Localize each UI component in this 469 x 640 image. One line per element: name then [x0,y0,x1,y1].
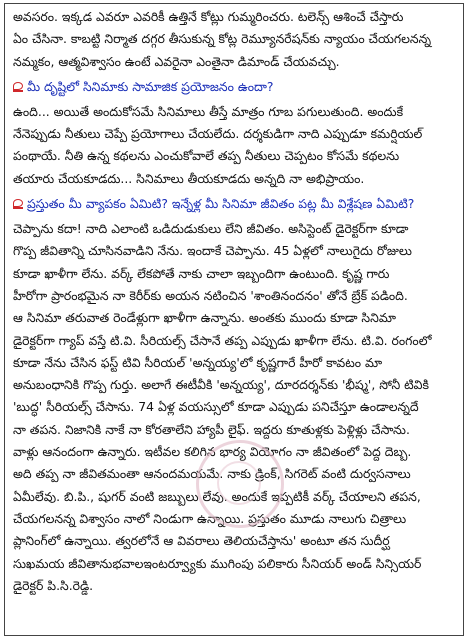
text-line: వాళ్లు ఆనందంగా ఉన్నారు. ఇటీవల కలిగిన భార్య వియోగం నా జీవితంలో పెద్ద దెబ్బ. [13,444,412,460]
text-line: అవసరం. ఇక్కడ ఎవరూ ఎవరికీ ఉత్తినే కోట్లు గుమ్మరించరు. టలెన్స్ ఆశించే చేస్తారు [13,9,404,24]
text-line: చెప్పాను కదా! నాది ఎలాంటి ఒడిదుడుకులు లేని జీవితం. అసిస్టెంట్ డైరెక్టర్‌గా కూడా [13,221,409,237]
text-line: ఆ సినిమా తరువాత రెండేళ్లుగా ఖాళీగా ఉన్నాను. అంతకు ముందు కూడా సినిమా [13,310,396,326]
text-line: నేనెప్పుడు నీతులు చెప్పే ప్రయోగాలు చేయలేదు. దర్శకుడిగా నాది ఎప్పుడూ కమర్షియల్ [13,126,423,142]
text-line: డైరెక్టర్ పి.సి.రెడ్డి. [13,577,94,593]
text-line: తయారు చేయకూడదు... సినిమాలు తీయకూడదు అన్నది నా అభిప్రాయం. [13,170,365,186]
question-marker-icon [13,82,23,92]
question-marker-icon [13,199,23,209]
text-line: ఏం చేసినా. కాబట్టి నిర్మాత దగ్గర తీసుకున్న కోట్ల రెమ్యూనరేషన్‌కు న్యాయం చేయగలనన్న [13,31,431,47]
text-line: డైరెక్టర్‌గా గ్యాప్ వస్తే టి.వి. సీరియల్స్ చేసానే తప్ప ఎప్పుడు ఖాళీగా లేను. టి.వి. రంగంలో [13,332,432,348]
question-text: ప్రస్తుతం మీ వ్యాపకం ఏమిటి? ఇన్నేళ్ల మీ సినిమా జీవితం పట్ల మీ విశ్లేషణ ఏమిటి? [27,196,415,212]
watermark-logo [196,440,284,528]
text-line: పంథాయే. నీతి ఉన్న కథలను ఎంచుకోవాలే తప్ప నీతులు చెప్పటం కోసమే కథలను [13,148,400,164]
text-line: 'బుద్ధ' సీరియల్స్ చేసాను. 74 ఏళ్ల వయస్సులో కూడా ఎప్పుడు పనిచేస్తూ ఉండాలన్నదే [13,399,419,415]
text-line: హీరోగా ప్రారంభమైన నా కెరీర్‌కు అయన నటించిన 'శాంతినందనం' తోనే బ్రేక్ పడింది. [13,287,408,303]
text-line: ప్లానింగ్‌లో ఉన్నాయి. త్వరలోనే ఆ వివరాలు తెలియచేస్తాను' అంటూ తన సుదీర్ఘ [13,533,390,549]
text-line: నా తపన. నిజానికి నాకే నా కోరతాలేని హ్యాపీ లైఫ్. ఇద్దరు కూతుళ్లకు పెళ్లిళ్లు చేసాను. [13,421,410,437]
question-2 [13,192,455,216]
text-line: చేయగలనన్న విశ్వాసం నాలో నిండుగా ఉన్నాయి. ప్రస్తుతం మూడు నాలుగు చిత్రాలు [13,510,407,526]
text-line: అది తప్ప నా జీవితమంతా ఆనందమయమే. నాకు డ్రింక్, సిగరెట్ వంటి దుర్వసనాలు [13,466,411,482]
paragraph-2 [13,101,455,190]
text-line: కూడా నేను చేసిన ఫస్ట్ టివి సీరియల్ 'అన్నయ్య'లో కృష్ణగారే హీరో కావటం మా [13,354,383,370]
text-line: ఉంది... అయితే అందుకోసమే సినిమాలు తీస్తే మాత్రం గూబ పగులుతుంది. అందుకే [13,103,404,119]
text-line: ఏమీలేవు. బి.పి., షుగర్ వంటి జబ్బులు లేవు. అందుకే ఇప్పటికీ వర్క్ చేయాలని తపన, [13,488,421,504]
text-line: అనుబంధానికి గొప్ప గుర్తు. అలాగే ఈటీవీకి 'అన్నయ్య', దూరదర్శన్‌కు 'భీష్మ', సోనీ టివికి [13,377,429,393]
text-line: నమ్మకం, ఆత్మవిశ్వాసం ఉంటే ఎవరైనా ఎంతైనా డిమాండ్ చేయవచ్చు. [13,53,340,69]
article-page [4,3,464,636]
question-text: మీ దృష్టిలో సినిమాకు సామాజిక ప్రయోజనం ఉందా? [27,78,274,94]
text-line: గొప్ప జీవితాన్ని చూసినవాడిని నేను. ఇందాకే చెప్పాను. 45 ఏళ్లలో నాలుగైదు రోజులు [13,243,412,259]
paragraph-1 [13,6,455,73]
question-1 [13,75,455,99]
text-line: సుఖమయ జీవితానుభవాలఇంటర్వ్యూకు ముగింపు పలికారు సీనియర్ అండ్ సిన్సియర్ [13,555,422,571]
paragraph-3 [13,218,455,597]
text-line: కూడా ఖాళీగా లేను. వర్క్ లేకపోతే నాకు చాలా ఇబ్బందిగా ఉంటుంది. కృష్ణ గారు [13,265,390,281]
